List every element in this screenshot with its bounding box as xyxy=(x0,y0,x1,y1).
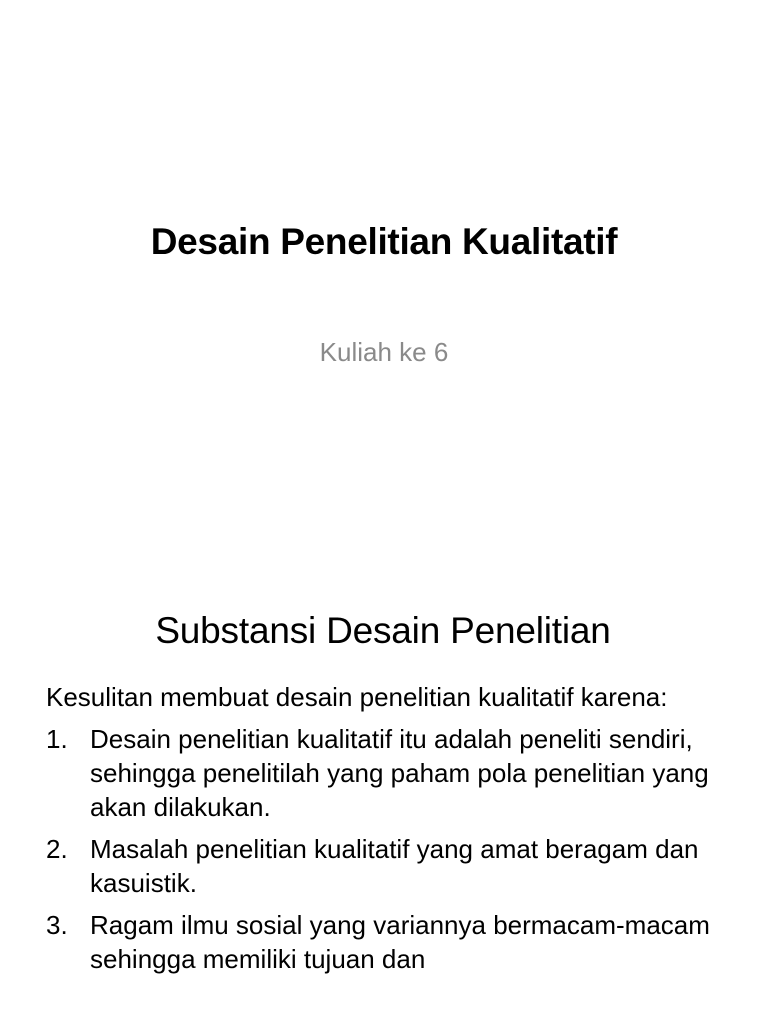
numbered-list xyxy=(46,722,736,976)
list-number: 3. xyxy=(46,910,68,940)
slide-title: Desain Penelitian Kualitatif xyxy=(150,221,618,262)
slide-body xyxy=(46,680,736,984)
intro-paragraph: Kesulitan membuat desain penelitian kualitatif karena: xyxy=(46,682,668,712)
content-slide xyxy=(0,576,768,1024)
list-text: Desain penelitian kualitatif itu adalah peneliti sendiri, sehingga penelitilah yang paham pola penelitian yang akan dilakukan. xyxy=(90,724,709,822)
list-item xyxy=(46,722,736,824)
list-number: 2. xyxy=(46,834,68,864)
slide-subtitle: Kuliah ke 6 xyxy=(319,337,449,367)
list-item xyxy=(46,908,736,976)
list-item xyxy=(46,832,736,900)
list-text: Masalah penelitian kualitatif yang amat beragam dan kasuistik. xyxy=(90,834,699,898)
list-number: 1. xyxy=(46,724,68,754)
slide-heading: Substansi Desain Penelitian xyxy=(155,610,611,651)
list-text: Ragam ilmu sosial yang variannya bermacam-macam sehingga memiliki tujuan dan xyxy=(90,910,710,974)
